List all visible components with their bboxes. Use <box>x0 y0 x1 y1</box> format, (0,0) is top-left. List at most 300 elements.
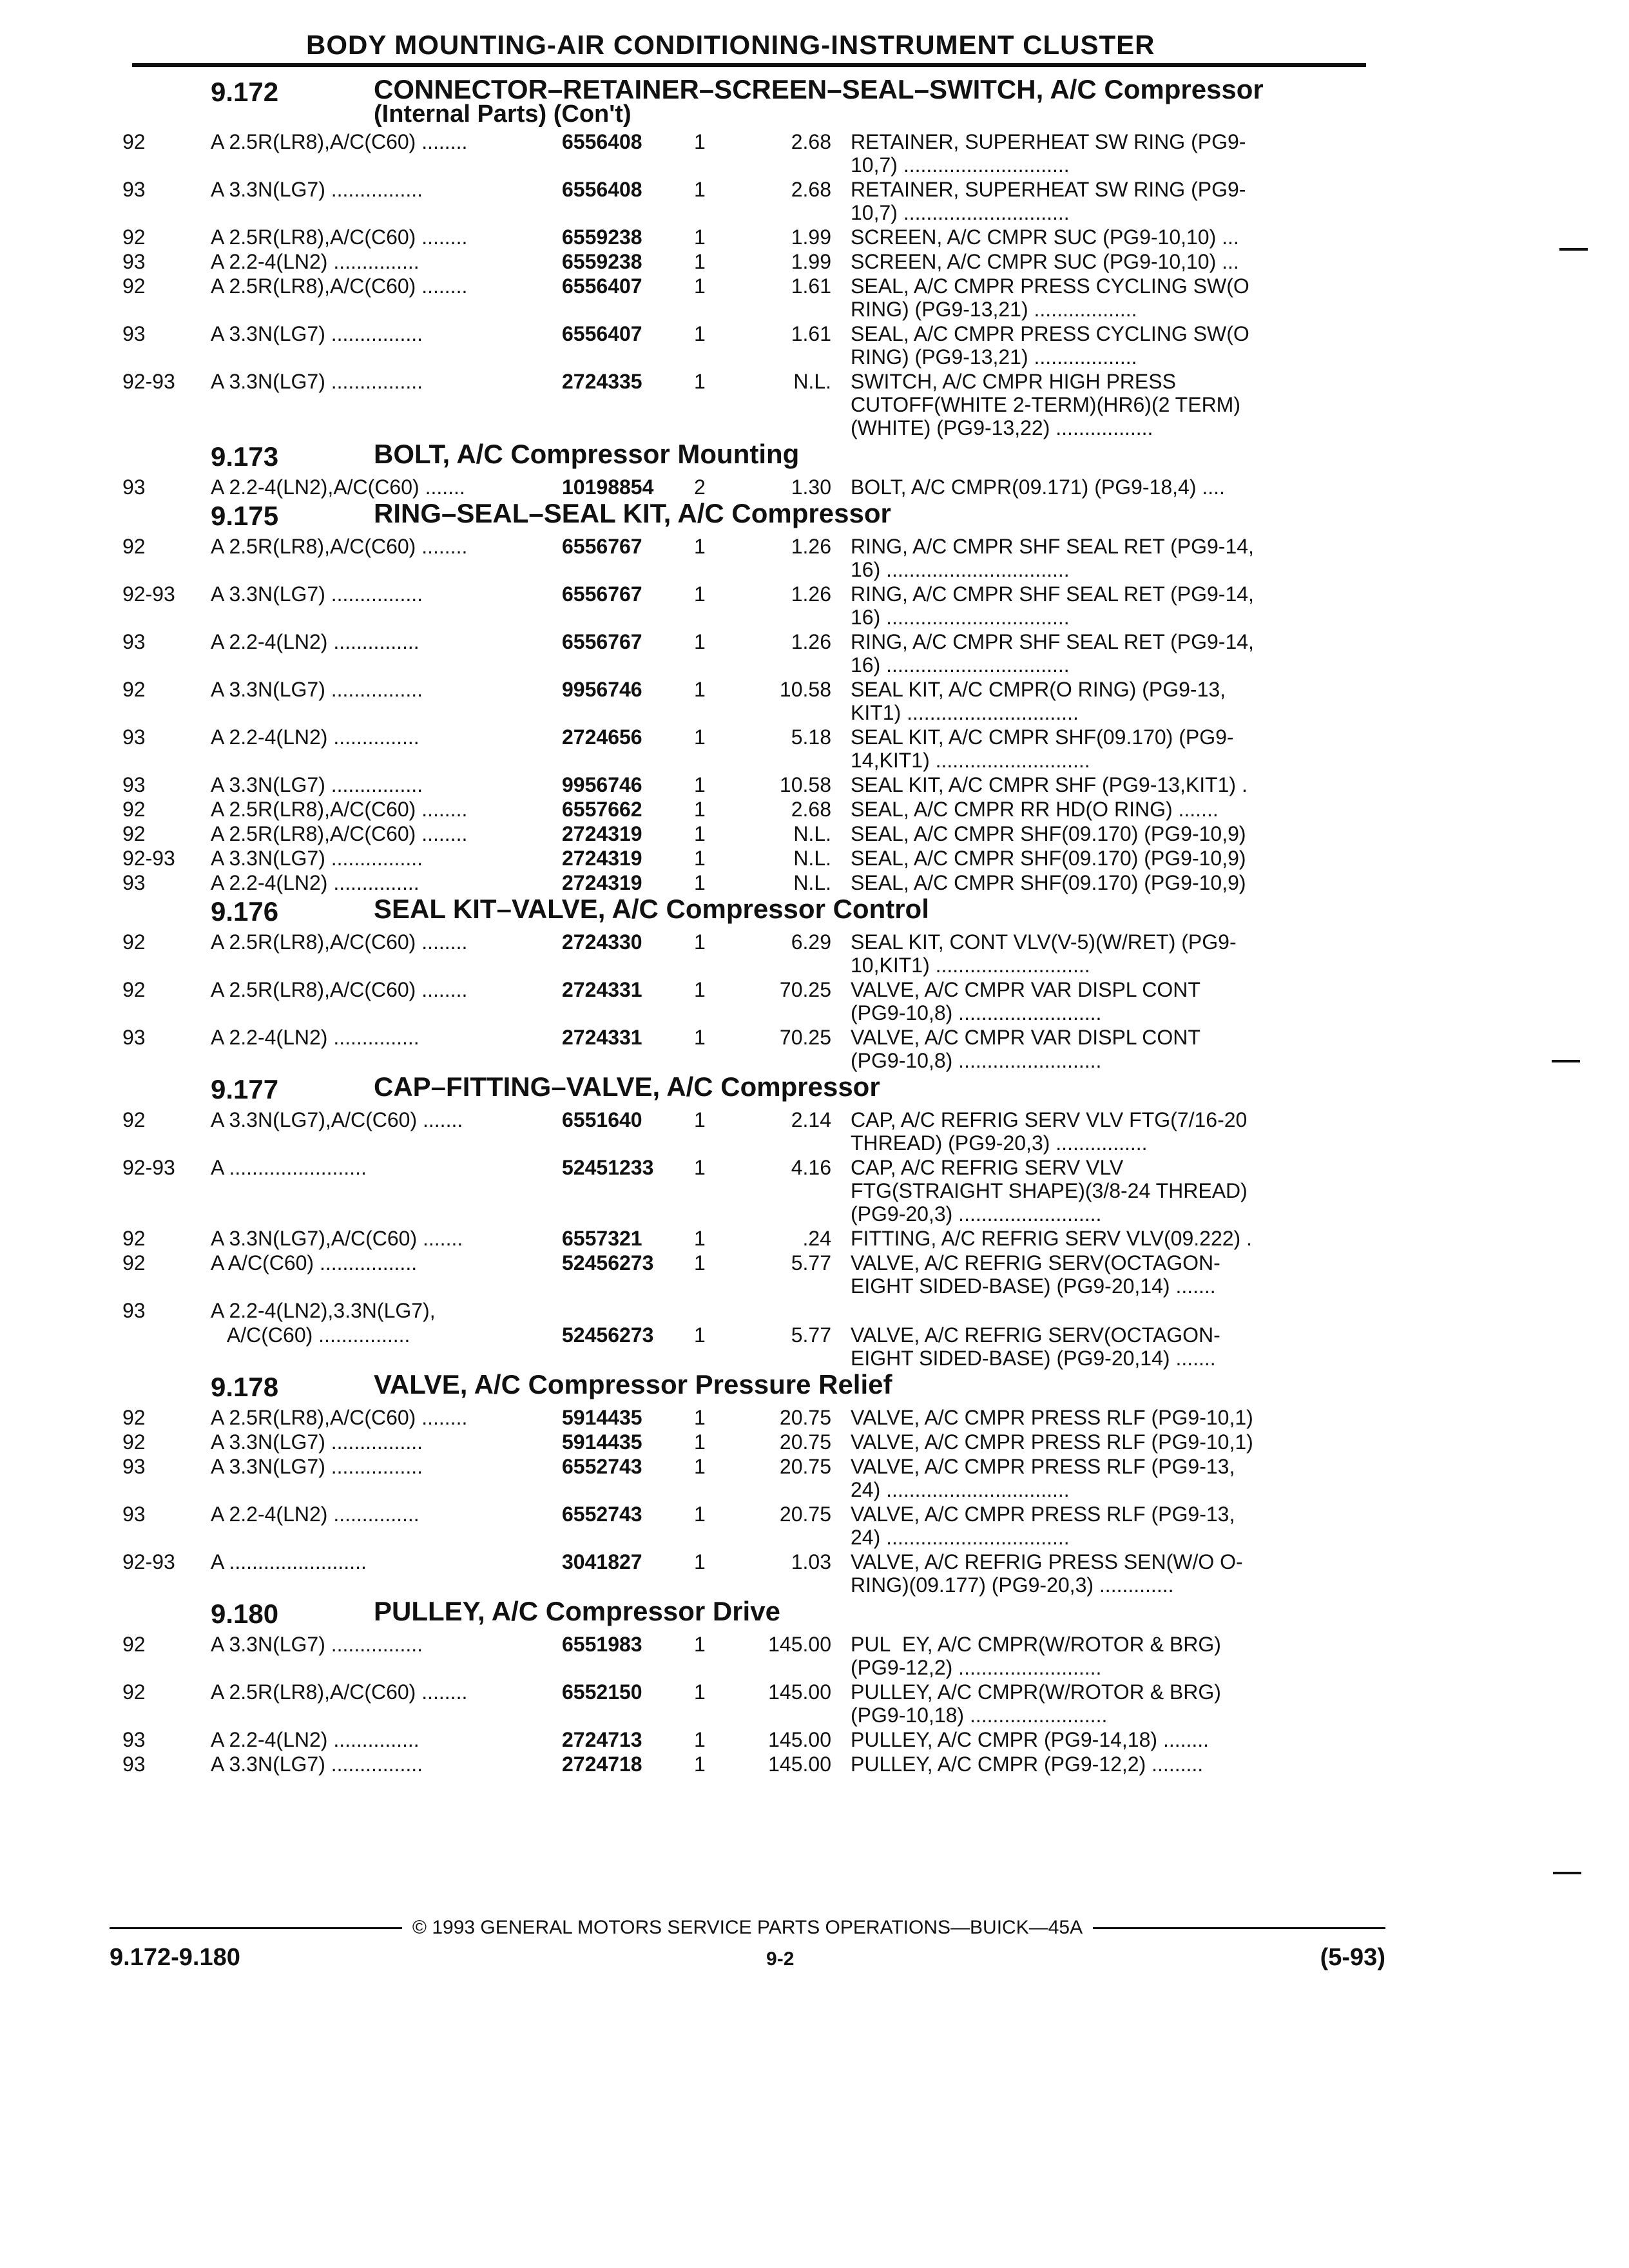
price: 1.03 <box>791 1550 831 1573</box>
application: A 3.3N(LG7),A/C(C60) ....... <box>211 1227 463 1250</box>
price: 1.99 <box>791 250 831 273</box>
application: A 3.3N(LG7),A/C(C60) ....... <box>211 1108 463 1131</box>
part-row <box>122 130 1379 177</box>
description-line: (PG9-10,8) ......................... <box>851 1001 1102 1024</box>
description-line: SEAL, A/C CMPR SHF(09.170) (PG9-10,9) <box>851 847 1246 870</box>
description-line: VALVE, A/C REFRIG SERV(OCTAGON- <box>851 1323 1220 1347</box>
application: A 3.3N(LG7) ................ <box>211 1455 423 1478</box>
description-line: RING, A/C CMPR SHF SEAL RET (PG9-14, <box>851 582 1254 606</box>
part-row <box>122 178 1379 224</box>
application: A 3.3N(LG7) ................ <box>211 847 423 870</box>
application: A 2.2-4(LN2) ............... <box>211 250 419 273</box>
description-line: FITTING, A/C REFRIG SERV VLV(09.222) . <box>851 1227 1252 1250</box>
part-number: 6556407 <box>562 274 642 298</box>
description-line: EIGHT SIDED-BASE) (PG9-20,14) ....... <box>851 1347 1216 1370</box>
application: A 2.5R(LR8),A/C(C60) ........ <box>211 1406 468 1429</box>
section-number: 9.173 <box>211 441 279 472</box>
part-row <box>122 1323 1379 1370</box>
price: 20.75 <box>779 1406 831 1429</box>
model-year: 93 <box>122 322 146 345</box>
model-year: 92 <box>122 1406 146 1429</box>
part-row <box>122 1251 1379 1298</box>
description-line: RETAINER, SUPERHEAT SW RING (PG9- <box>851 130 1246 153</box>
quantity: 1 <box>694 1227 706 1250</box>
parts-rows <box>122 1108 1379 1370</box>
description <box>851 1633 1327 1679</box>
quantity: 1 <box>694 370 706 393</box>
quantity: 1 <box>694 1323 706 1347</box>
application: A 2.5R(LR8),A/C(C60) ........ <box>211 930 468 954</box>
part-row <box>122 250 1379 273</box>
model-year: 93 <box>122 178 146 201</box>
quantity: 1 <box>694 178 706 201</box>
application: A 3.3N(LG7) ................ <box>211 1753 423 1776</box>
model-year: 92-93 <box>122 370 175 393</box>
price: 1.26 <box>791 582 831 606</box>
part-row <box>122 1633 1379 1679</box>
revision-date: (5-93) <box>1320 1944 1385 1971</box>
price: 20.75 <box>779 1455 831 1478</box>
part-row <box>122 1455 1379 1501</box>
section-number: 9.175 <box>211 501 279 531</box>
price: 1.61 <box>791 274 831 298</box>
section-subtitle: (Internal Parts) (Con't) <box>374 101 631 128</box>
quantity: 2 <box>694 476 706 499</box>
footer-rule-left <box>110 1927 402 1929</box>
model-year: 92 <box>122 678 146 701</box>
description <box>851 871 1327 894</box>
description-line: SEAL KIT, A/C CMPR SHF(09.170) (PG9- <box>851 726 1234 749</box>
section-number: 9.176 <box>211 896 279 927</box>
page-title: BODY MOUNTING-AIR CONDITIONING-INSTRUMENT CLUSTER <box>306 30 1155 60</box>
quantity: 1 <box>694 798 706 821</box>
description <box>851 678 1327 724</box>
model-year: 93 <box>122 1753 146 1776</box>
part-number: 6556408 <box>562 178 642 201</box>
model-year: 93 <box>122 1455 146 1478</box>
parts-rows <box>122 130 1379 439</box>
part-number: 5914435 <box>562 1430 642 1454</box>
quantity: 1 <box>694 1430 706 1454</box>
part-number: 3041827 <box>562 1550 642 1573</box>
part-row <box>122 773 1379 796</box>
quantity: 1 <box>694 871 706 894</box>
part-row <box>122 1728 1379 1751</box>
part-row <box>122 1753 1379 1776</box>
application: A 2.2-4(LN2),A/C(C60) ....... <box>211 476 465 499</box>
description <box>851 1251 1327 1298</box>
description <box>851 476 1327 499</box>
description-line: PUL EY, A/C CMPR(W/ROTOR & BRG) <box>851 1633 1221 1656</box>
margin-mark <box>1553 1872 1581 1874</box>
description-line: FTG(STRAIGHT SHAPE)(3/8-24 THREAD) <box>851 1179 1248 1202</box>
description <box>851 250 1327 273</box>
quantity: 1 <box>694 535 706 558</box>
part-row <box>122 582 1379 629</box>
section-heading <box>122 1596 1379 1629</box>
application: A 2.5R(LR8),A/C(C60) ........ <box>211 226 468 249</box>
description-line: VALVE, A/C CMPR VAR DISPL CONT <box>851 978 1200 1001</box>
catalog-section <box>122 1596 1379 1776</box>
price: .24 <box>802 1227 831 1250</box>
section-title <box>374 1369 892 1399</box>
price: 10.58 <box>779 678 831 701</box>
description-line: SEAL, A/C CMPR PRESS CYCLING SW(O <box>851 274 1249 298</box>
catalog-section <box>122 74 1379 439</box>
quantity: 1 <box>694 1728 706 1751</box>
catalog-section <box>122 894 1379 1072</box>
copyright-text: © 1993 GENERAL MOTORS SERVICE PARTS OPERATIONS—BUICK—45A <box>412 1917 1083 1938</box>
part-row <box>122 226 1379 249</box>
description-line: RING) (PG9-13,21) .................. <box>851 345 1137 369</box>
description-line: VALVE, A/C REFRIG PRESS SEN(W/O O- <box>851 1550 1243 1573</box>
section-number: 9.177 <box>211 1074 279 1104</box>
catalog-section <box>122 498 1379 894</box>
description-line: 10,7) ............................. <box>851 153 1070 177</box>
application: A 2.5R(LR8),A/C(C60) ........ <box>211 130 468 153</box>
price: 70.25 <box>779 1026 831 1049</box>
section-number: 9.172 <box>211 77 279 107</box>
model-year: 93 <box>122 871 146 894</box>
application: A 3.3N(LG7) ................ <box>211 1430 423 1454</box>
part-row <box>122 1227 1379 1250</box>
price: N.L. <box>793 822 831 845</box>
application: A 2.5R(LR8),A/C(C60) ........ <box>211 798 468 821</box>
application: A 2.2-4(LN2) ............... <box>211 630 419 653</box>
application: A A/C(C60) ................. <box>211 1251 418 1274</box>
price: 1.61 <box>791 322 831 345</box>
part-row <box>122 370 1379 439</box>
description <box>851 1406 1327 1429</box>
description-line: (PG9-12,2) ......................... <box>851 1656 1102 1679</box>
quantity: 1 <box>694 1550 706 1573</box>
model-year: 92 <box>122 535 146 558</box>
quantity: 1 <box>694 1251 706 1274</box>
model-year: 93 <box>122 250 146 273</box>
description-line: CUTOFF(WHITE 2-TERM)(HR6)(2 TERM) <box>851 393 1240 416</box>
part-number: 6556408 <box>562 130 642 153</box>
part-row <box>122 1430 1379 1454</box>
part-number: 2724319 <box>562 871 642 894</box>
price: 1.26 <box>791 630 831 653</box>
price: 145.00 <box>768 1633 831 1656</box>
description-line: BOLT, A/C CMPR(09.171) (PG9-18,4) .... <box>851 476 1225 499</box>
description-line: PULLEY, A/C CMPR (PG9-14,18) ........ <box>851 1728 1210 1751</box>
quantity: 1 <box>694 678 706 701</box>
description-line: RING, A/C CMPR SHF SEAL RET (PG9-14, <box>851 630 1254 653</box>
quantity: 1 <box>694 1156 706 1179</box>
footer-rule-right <box>1093 1927 1385 1929</box>
quantity: 1 <box>694 226 706 249</box>
application: A 2.2-4(LN2) ............... <box>211 1503 419 1526</box>
parts-rows <box>122 1406 1379 1597</box>
part-number: 6559238 <box>562 226 642 249</box>
model-year: 92-93 <box>122 1550 175 1573</box>
description <box>851 1108 1327 1155</box>
quantity: 1 <box>694 1753 706 1776</box>
part-row <box>122 535 1379 581</box>
quantity: 1 <box>694 1108 706 1131</box>
description-line: SEAL KIT, A/C CMPR(O RING) (PG9-13, <box>851 678 1226 701</box>
application: A 2.2-4(LN2) ............... <box>211 726 419 749</box>
part-row <box>122 274 1379 321</box>
model-year: 93 <box>122 630 146 653</box>
model-year: 93 <box>122 1503 146 1526</box>
description-line: SEAL, A/C CMPR RR HD(O RING) ....... <box>851 798 1219 821</box>
description-line: KIT1) .............................. <box>851 701 1079 724</box>
description-line: SEAL, A/C CMPR SHF(09.170) (PG9-10,9) <box>851 822 1246 845</box>
description <box>851 1430 1327 1454</box>
description <box>851 582 1327 629</box>
section-title <box>374 1596 780 1626</box>
model-year: 92 <box>122 978 146 1001</box>
part-row <box>122 726 1379 772</box>
part-number: 2724319 <box>562 847 642 870</box>
part-number: 2724335 <box>562 370 642 393</box>
model-year: 92 <box>122 1251 146 1274</box>
quantity: 1 <box>694 274 706 298</box>
part-row <box>122 1406 1379 1429</box>
price: 2.68 <box>791 178 831 201</box>
price: 145.00 <box>768 1680 831 1704</box>
description <box>851 322 1327 369</box>
quantity: 1 <box>694 630 706 653</box>
application: A 3.3N(LG7) ................ <box>211 178 423 201</box>
price: 70.25 <box>779 978 831 1001</box>
catalog-section <box>122 439 1379 499</box>
description <box>851 798 1327 821</box>
margin-mark <box>1552 1060 1580 1062</box>
model-year: 93 <box>122 1728 146 1751</box>
section-title-text: RING–SEAL–SEAL KIT, A/C Compressor <box>374 498 891 528</box>
model-year: 92-93 <box>122 1156 175 1179</box>
quantity: 1 <box>694 1633 706 1656</box>
part-row <box>122 1550 1379 1597</box>
description-line: SEAL KIT, CONT VLV(V-5)(W/RET) (PG9- <box>851 930 1237 954</box>
section-title <box>374 74 1264 128</box>
price: 145.00 <box>768 1753 831 1776</box>
part-number: 9956746 <box>562 678 642 701</box>
quantity: 1 <box>694 1680 706 1704</box>
quantity: 1 <box>694 773 706 796</box>
part-number: 2724330 <box>562 930 642 954</box>
part-number: 6556767 <box>562 630 642 653</box>
description <box>851 1156 1327 1225</box>
quantity: 1 <box>694 130 706 153</box>
description-line: VALVE, A/C CMPR PRESS RLF (PG9-13, <box>851 1455 1235 1478</box>
description <box>851 370 1327 439</box>
section-title <box>374 894 929 924</box>
part-number: 2724713 <box>562 1728 642 1751</box>
model-year: 93 <box>122 1026 146 1049</box>
price: 5.18 <box>791 726 831 749</box>
price: 6.29 <box>791 930 831 954</box>
model-year: 92 <box>122 1633 146 1656</box>
description-line: SCREEN, A/C CMPR SUC (PG9-10,10) ... <box>851 226 1239 249</box>
model-year: 92 <box>122 226 146 249</box>
description-line: 10,KIT1) ........................... <box>851 954 1090 977</box>
part-row <box>122 1026 1379 1072</box>
model-year: 92 <box>122 822 146 845</box>
quantity: 1 <box>694 822 706 845</box>
catalog-section <box>122 1072 1379 1370</box>
part-number: 2724718 <box>562 1753 642 1776</box>
part-row <box>122 847 1379 870</box>
section-title <box>374 439 800 469</box>
price: 20.75 <box>779 1503 831 1526</box>
description-line: SEAL KIT, A/C CMPR SHF (PG9-13,KIT1) . <box>851 773 1248 796</box>
description-line: SEAL, A/C CMPR PRESS CYCLING SW(O <box>851 322 1249 345</box>
part-number: 2724656 <box>562 726 642 749</box>
section-title <box>374 498 891 528</box>
description <box>851 130 1327 177</box>
description <box>851 1753 1327 1776</box>
section-title-text: BOLT, A/C Compressor Mounting <box>374 439 800 469</box>
application: A ........................ <box>211 1156 367 1179</box>
section-heading <box>122 498 1379 531</box>
description-line: 16) ................................ <box>851 558 1070 581</box>
part-number: 2724331 <box>562 1026 642 1049</box>
part-number: 6557321 <box>562 1227 642 1250</box>
quantity: 1 <box>694 930 706 954</box>
part-number: 52456273 <box>562 1251 654 1274</box>
description <box>851 847 1327 870</box>
description-line: (WHITE) (PG9-13,22) ................. <box>851 416 1153 439</box>
parts-rows <box>122 535 1379 894</box>
part-number: 6556767 <box>562 582 642 606</box>
application: A 2.5R(LR8),A/C(C60) ........ <box>211 978 468 1001</box>
part-number: 52451233 <box>562 1156 654 1179</box>
part-number: 6552150 <box>562 1680 642 1704</box>
description-line: (PG9-10,18) ........................ <box>851 1704 1108 1727</box>
application: A 2.5R(LR8),A/C(C60) ........ <box>211 822 468 845</box>
part-row <box>122 322 1379 369</box>
part-row <box>122 1299 1379 1322</box>
part-row <box>122 678 1379 724</box>
part-row <box>122 1503 1379 1549</box>
quantity: 1 <box>694 847 706 870</box>
part-number: 9956746 <box>562 773 642 796</box>
description-line: EIGHT SIDED-BASE) (PG9-20,14) ....... <box>851 1274 1216 1298</box>
application: A 2.2-4(LN2) ............... <box>211 871 419 894</box>
margin-mark <box>1559 248 1588 251</box>
page-header <box>132 31 1366 67</box>
price: N.L. <box>793 871 831 894</box>
part-number: 6552743 <box>562 1455 642 1478</box>
model-year: 92 <box>122 798 146 821</box>
price: 1.30 <box>791 476 831 499</box>
description <box>851 930 1327 977</box>
quantity: 1 <box>694 978 706 1001</box>
part-row <box>122 1156 1379 1225</box>
parts-rows <box>122 930 1379 1072</box>
model-year: 92 <box>122 1108 146 1131</box>
part-number: 6552743 <box>562 1503 642 1526</box>
description-line: RING)(09.177) (PG9-20,3) ............. <box>851 1573 1174 1597</box>
model-year: 92 <box>122 1430 146 1454</box>
section-range: 9.172-9.180 <box>110 1944 240 1971</box>
description-line: VALVE, A/C CMPR VAR DISPL CONT <box>851 1026 1200 1049</box>
parts-catalog-body <box>122 74 1379 1778</box>
section-title-text: CAP–FITTING–VALVE, A/C Compressor <box>374 1072 880 1102</box>
description-line: VALVE, A/C REFRIG SERV(OCTAGON- <box>851 1251 1220 1274</box>
part-number: 6551983 <box>562 1633 642 1656</box>
description <box>851 726 1327 772</box>
description-line: SWITCH, A/C CMPR HIGH PRESS <box>851 370 1176 393</box>
parts-rows <box>122 1633 1379 1776</box>
part-row <box>122 1108 1379 1155</box>
footer-row <box>110 1944 1385 1972</box>
model-year <box>122 1323 211 1370</box>
part-number: 6551640 <box>562 1108 642 1131</box>
section-title <box>374 1072 880 1102</box>
application: A 3.3N(LG7) ................ <box>211 370 423 393</box>
description-line: SCREEN, A/C CMPR SUC (PG9-10,10) ... <box>851 250 1239 273</box>
description <box>851 1503 1327 1549</box>
part-number: 5914435 <box>562 1406 642 1429</box>
section-heading <box>122 439 1379 472</box>
application: A 2.5R(LR8),A/C(C60) ........ <box>211 274 468 298</box>
description-line: VALVE, A/C CMPR PRESS RLF (PG9-10,1) <box>851 1406 1253 1429</box>
quantity: 1 <box>694 1026 706 1049</box>
section-heading <box>122 1369 1379 1402</box>
parts-rows <box>122 476 1379 499</box>
application: A 2.2-4(LN2) ............... <box>211 1026 419 1049</box>
part-row <box>122 476 1379 499</box>
description <box>851 1680 1327 1727</box>
price: N.L. <box>793 847 831 870</box>
price: 2.68 <box>791 130 831 153</box>
section-number: 9.178 <box>211 1372 279 1402</box>
price: 2.68 <box>791 798 831 821</box>
quantity: 1 <box>694 1455 706 1478</box>
part-row <box>122 1680 1379 1727</box>
description <box>851 1299 1327 1322</box>
description <box>851 1550 1327 1597</box>
price <box>725 1299 851 1322</box>
quantity: 1 <box>694 1503 706 1526</box>
description-line: 10,7) ............................. <box>851 201 1070 224</box>
application: A 3.3N(LG7) ................ <box>211 773 423 796</box>
description <box>851 1323 1327 1370</box>
description <box>851 1227 1327 1250</box>
quantity: 1 <box>694 1406 706 1429</box>
description-line: 24) ................................ <box>851 1478 1070 1501</box>
description-line: CAP, A/C REFRIG SERV VLV <box>851 1156 1124 1179</box>
application: A 2.2-4(LN2),3.3N(LG7), <box>211 1299 436 1322</box>
price: 145.00 <box>768 1728 831 1751</box>
model-year: 92 <box>122 1227 146 1250</box>
application: A 2.2-4(LN2) ............... <box>211 1728 419 1751</box>
description-line: SEAL, A/C CMPR SHF(09.170) (PG9-10,9) <box>851 871 1246 894</box>
part-number: 52456273 <box>562 1323 654 1347</box>
section-heading <box>122 74 1379 128</box>
price: N.L. <box>793 370 831 393</box>
model-year: 92 <box>122 130 146 153</box>
application: A 2.5R(LR8),A/C(C60) ........ <box>211 535 468 558</box>
description-line: THREAD) (PG9-20,3) ................ <box>851 1131 1148 1155</box>
description-line: 16) ................................ <box>851 606 1070 629</box>
quantity: 1 <box>694 582 706 606</box>
quantity: 1 <box>694 726 706 749</box>
description-line: VALVE, A/C CMPR PRESS RLF (PG9-13, <box>851 1503 1235 1526</box>
description-line: 24) ................................ <box>851 1526 1070 1549</box>
description-line: 14,KIT1) ........................... <box>851 749 1090 772</box>
description-line: RING) (PG9-13,21) .................. <box>851 298 1137 321</box>
price: 1.99 <box>791 226 831 249</box>
quantity: 1 <box>694 250 706 273</box>
description <box>851 535 1327 581</box>
